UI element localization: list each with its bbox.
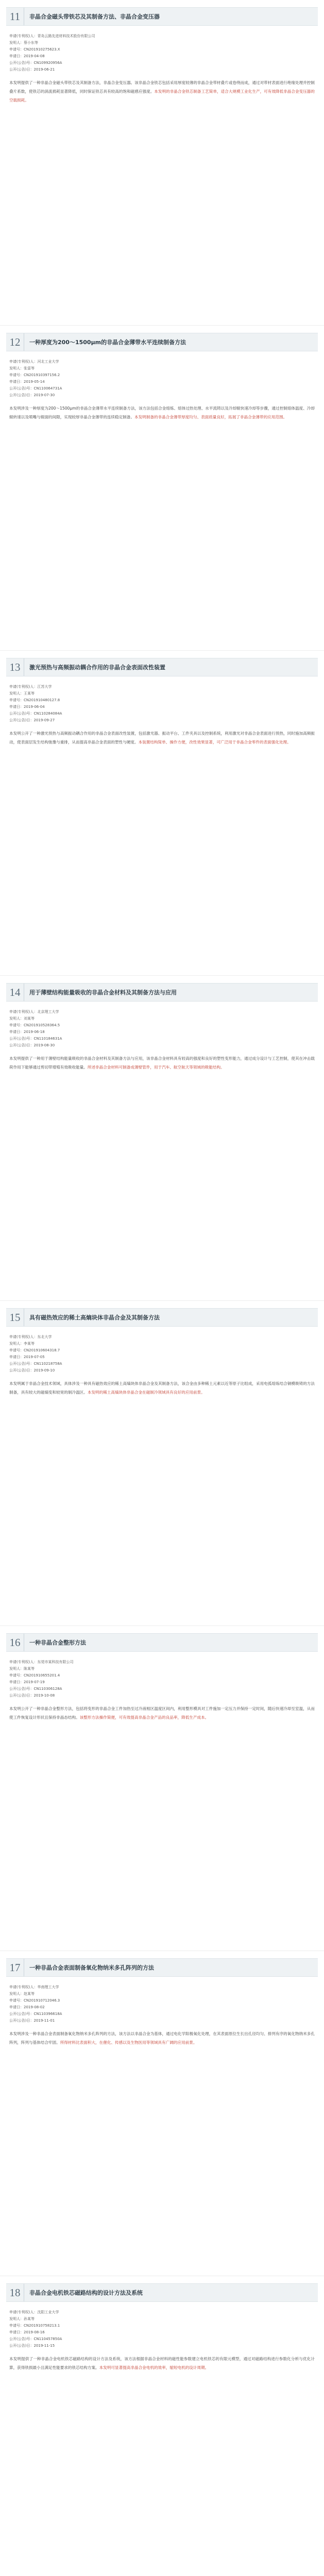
abstract-highlight: 本发明的稀土高熵块体非晶合金在磁制冷领域具有良好的应用前景。 xyxy=(87,1390,205,1395)
meta-line: 公开(公告)日：2019-09-10 xyxy=(9,1368,55,1372)
entry-number: 14 xyxy=(6,984,24,1001)
entry-number: 12 xyxy=(6,333,24,351)
meta-line: 申请日：2019-08-02 xyxy=(9,2005,45,2009)
entry-title: 一种非晶合金整形方法 xyxy=(29,1639,86,1646)
meta-line: 申请(专利权)人：北京理工大学 xyxy=(9,1010,59,1014)
entry-meta xyxy=(9,359,226,399)
entry-header xyxy=(6,7,318,26)
patent-entry xyxy=(0,325,324,650)
entry-header xyxy=(6,1633,318,1652)
patent-entry xyxy=(0,975,324,1300)
entry-meta xyxy=(9,1009,226,1049)
meta-line: 发明人：孙某等 xyxy=(9,2317,35,2321)
entry-header xyxy=(6,983,318,1002)
entry-title: 一种厚度为200～1500μm的非晶合金薄带水平连续制备方法 xyxy=(29,339,186,346)
patent-entry xyxy=(0,2276,324,2576)
entry-title: 一种非晶合金表面制备氧化物纳米多孔阵列的方法 xyxy=(29,1964,154,1971)
meta-line: 申请号：CN201910604318.7 xyxy=(9,1348,60,1352)
entry-meta xyxy=(9,684,226,724)
meta-line: 申请号：CN201910712046.3 xyxy=(9,1998,60,2003)
meta-line: 申请日：2019-07-05 xyxy=(9,1355,45,1359)
entry-number: 15 xyxy=(6,1309,24,1326)
meta-line: 公开(公告)日：2019-06-21 xyxy=(9,67,55,72)
abstract-highlight: 本发明可显著提高非晶合金电机的效率，缩短电机的设计周期。 xyxy=(99,2365,209,2370)
entry-meta xyxy=(9,1984,226,2024)
meta-line: 公开(公告)日：2019-07-30 xyxy=(9,393,55,397)
entry-header xyxy=(6,333,318,351)
meta-line: 申请号：CN201910655201.4 xyxy=(9,1673,60,1677)
meta-line: 申请日：2019-06-18 xyxy=(9,1030,45,1034)
meta-line: 发明人：蔡小东等 xyxy=(9,41,38,45)
abstract-text: 本发明提供了一种非晶合金磁头带铁芯及其制备方法，非晶合金变压器。该非晶合金铁芯包括采用厚度较薄的非晶合金带材叠片或卷绕而成，通过对带材表面进行绝缘处理并控制叠片系数，使铁芯的涡流损耗显著降低，同时保证铁芯具有较高的饱和磁感应强度。 xyxy=(9,80,315,94)
abstract-text: 本发明涉及一种厚度为200～1500μm的非晶合金薄带水平连续制备方法，该方法包括合金熔炼、熔体过热处理、水平流铸以及冷却辊快速冷却等步骤，通过控制熔体温度、冷却辊转速以及喷嘴与辊面的间隙，实现较厚非晶合金薄带的连续稳定制备。 xyxy=(9,406,315,419)
abstract-text: 本发明属于非晶合金技术领域，具体涉及一种具有磁热效应的稀土高熵块体非晶合金及其制备方法，该合金由多种稀土元素以近等原子比组成，采用电弧熔炼结合铜模吸铸的方法制备，具有较大的磁熵变和较宽的制冷温区。 xyxy=(9,1381,315,1395)
abstract-text: 本发明公开了一种激光预热与高频振动耦合作用的非晶合金表面改性装置，包括激光器、振动平台、工件夹具以及控制系统，利用激光对非晶合金表面进行预热，同时施加高频振动，使表面层发生结构弛豫与重排，从而提高非晶合金表面的塑性与硬度。 xyxy=(9,731,315,744)
meta-line: 公开(公告)号：CN110184631A xyxy=(9,1037,62,1041)
meta-line: 公开(公告)日：2019-11-01 xyxy=(9,2019,55,2023)
abstract-text: 本发明提供了一种用于薄壁结构能量吸收的非晶合金材料及其制备方法与应用，该非晶合金材料具有较高的强度和良好的塑性变形能力，通过成分设计与工艺控制，使其在冲击载荷作用下能够通过剪切带增殖有效吸收能量。 xyxy=(9,1056,315,1070)
meta-line: 申请(专利权)人：华南理工大学 xyxy=(9,1985,59,1989)
meta-line: 公开(公告)日：2019-08-30 xyxy=(9,1043,55,1047)
abstract-highlight: 本发明制备的非晶合金薄带厚度均匀、表面质量良好，拓展了非晶合金薄带的应用范围。 xyxy=(134,415,287,419)
entry-title: 非晶合金磁头带铁芯及其制备方法、非晶合金变压器 xyxy=(29,13,160,20)
meta-line: 公开(公告)日：2019-10-08 xyxy=(9,1693,55,1698)
patent-entry xyxy=(0,1300,324,1625)
abstract-highlight: 所得材料比表面积大，在催化、传感以及生物医用等领域具有广阔的应用前景。 xyxy=(60,2040,197,2045)
meta-line: 发明人：刘某等 xyxy=(9,1016,35,1021)
meta-line: 申请日：2019-05-14 xyxy=(9,380,45,384)
entry-header xyxy=(6,658,318,676)
meta-line: 发明人：赵某等 xyxy=(9,1992,35,1996)
meta-line: 申请(专利权)人：东莞市某科技有限公司 xyxy=(9,1660,74,1664)
entry-abstract xyxy=(9,78,315,105)
meta-line: 申请日：2019-07-19 xyxy=(9,1680,45,1684)
meta-line: 申请(专利权)人：沈阳工业大学 xyxy=(9,2310,59,2314)
meta-line: 申请(专利权)人：江苏大学 xyxy=(9,685,52,689)
entry-header xyxy=(6,2283,318,2302)
entry-meta xyxy=(9,1659,226,1699)
entry-title: 用于薄壁结构能量吸收的非晶合金材料及其制备方法与应用 xyxy=(29,989,177,996)
entry-header xyxy=(6,1308,318,1327)
abstract-highlight: 本装置结构简单、操作方便，改性效果显著，可广泛用于非晶合金零件的表面强化处理。 xyxy=(138,740,291,744)
entry-abstract xyxy=(9,404,315,421)
meta-line: 申请号：CN201910480127.8 xyxy=(9,698,60,702)
entry-header xyxy=(6,1958,318,1977)
entry-abstract xyxy=(9,1704,315,1722)
meta-line: 申请号：CN201910758213.1 xyxy=(9,2324,60,2328)
entry-number: 11 xyxy=(6,8,24,25)
entry-number: 18 xyxy=(6,2284,24,2301)
meta-line: 申请号：CN201910528364.5 xyxy=(9,1023,60,1027)
meta-line: 发明人：张雷等 xyxy=(9,366,35,370)
entry-abstract xyxy=(9,1054,315,1072)
entry-meta xyxy=(9,33,226,73)
meta-line: 发明人：陈某等 xyxy=(9,1667,35,1671)
entry-abstract xyxy=(9,729,315,747)
entry-meta xyxy=(9,2309,226,2349)
meta-line: 公开(公告)号：CN110306128A xyxy=(9,1687,62,1691)
meta-line: 申请日：2019-04-08 xyxy=(9,54,45,58)
entry-abstract xyxy=(9,2029,315,2047)
entry-number: 16 xyxy=(6,1634,24,1651)
meta-line: 公开(公告)号：CN110064731A xyxy=(9,386,62,391)
meta-line: 公开(公告)号：CN110396618A xyxy=(9,2012,62,2016)
meta-line: 公开(公告)日：2019-09-27 xyxy=(9,718,55,722)
patent-entry xyxy=(0,1625,324,1951)
entry-title: 具有磁热效应的稀土高熵块体非晶合金及其制备方法 xyxy=(29,1314,160,1321)
meta-line: 公开(公告)号：CN110218758A xyxy=(9,1362,62,1366)
meta-line: 公开(公告)号：CN110284084A xyxy=(9,711,62,716)
abstract-text: 本发明涉及一种非晶合金表面制备氧化物纳米多孔阵列的方法，该方法以非晶合金为基体，通过电化学阳极氧化处理，在其表面原位生长出孔径均匀、排列有序的氧化物纳米多孔阵列，阵列与基体结合牢固。 xyxy=(9,2031,315,2045)
patent-entry xyxy=(0,1951,324,2276)
abstract-highlight: 该整形方法操作简便，可有效提高非晶合金产品的良品率，降低生产成本。 xyxy=(79,1715,209,1720)
entry-title: 激光预热与高频振动耦合作用的非晶合金表面改性装置 xyxy=(29,664,165,671)
meta-line: 公开(公告)号：CN109920956A xyxy=(9,61,62,65)
entry-number: 13 xyxy=(6,658,24,676)
patent-entry xyxy=(0,0,324,325)
entry-meta xyxy=(9,1334,226,1374)
meta-line: 申请号：CN201910397156.2 xyxy=(9,373,60,377)
abstract-highlight: 本发明的非晶合金铁芯制备工艺简单，适合大规模工业化生产，可有效降低非晶合金变压器的空载损耗。 xyxy=(9,89,315,103)
abstract-text: 本发明提供了一种非晶合金电机铁芯磁路结构的设计方法及系统，该方法根据非晶合金材料的磁性能参数建立电机铁芯的有限元模型，通过对磁路结构进行参数化分析与优化计算，获得铁损最小且满足性能要求的铁芯结构方案。 xyxy=(9,2357,315,2370)
entry-abstract xyxy=(9,2354,315,2372)
meta-line: 申请(专利权)人：东北大学 xyxy=(9,1335,52,1339)
meta-line: 公开(公告)号：CN110457850A xyxy=(9,2337,62,2341)
abstract-highlight: 所述非晶合金材料可制备成薄壁管件，用于汽车、航空航天等领域的吸能结构。 xyxy=(87,1065,225,1070)
meta-line: 发明人：李某等 xyxy=(9,1342,35,1346)
meta-line: 申请号：CN201910275623.X xyxy=(9,47,60,52)
abstract-text: 本发明公开了一种非晶合金整形方法，包括将变形的非晶合金工件加热至过冷液相区温度区间内，利用整形模具对工件施加一定压力并保持一定时间，随后快速冷却至室温，从而使工件恢复设计形状且保持非晶态结构。 xyxy=(9,1706,315,1720)
entry-title: 非晶合金电机铁芯磁路结构的设计方法及系统 xyxy=(29,2290,143,2296)
meta-line: 申请(专利权)人：青岛云路先进材料技术股份有限公司 xyxy=(9,34,95,38)
entry-abstract xyxy=(9,1379,315,1397)
entry-number: 17 xyxy=(6,1959,24,1976)
meta-line: 发明人：王某等 xyxy=(9,691,35,696)
meta-line: 申请(专利权)人：河北工业大学 xyxy=(9,360,59,364)
meta-line: 申请日：2019-08-16 xyxy=(9,2330,45,2334)
meta-line: 公开(公告)日：2019-11-15 xyxy=(9,2344,55,2348)
patent-entry xyxy=(0,650,324,975)
meta-line: 申请日：2019-06-04 xyxy=(9,705,45,709)
